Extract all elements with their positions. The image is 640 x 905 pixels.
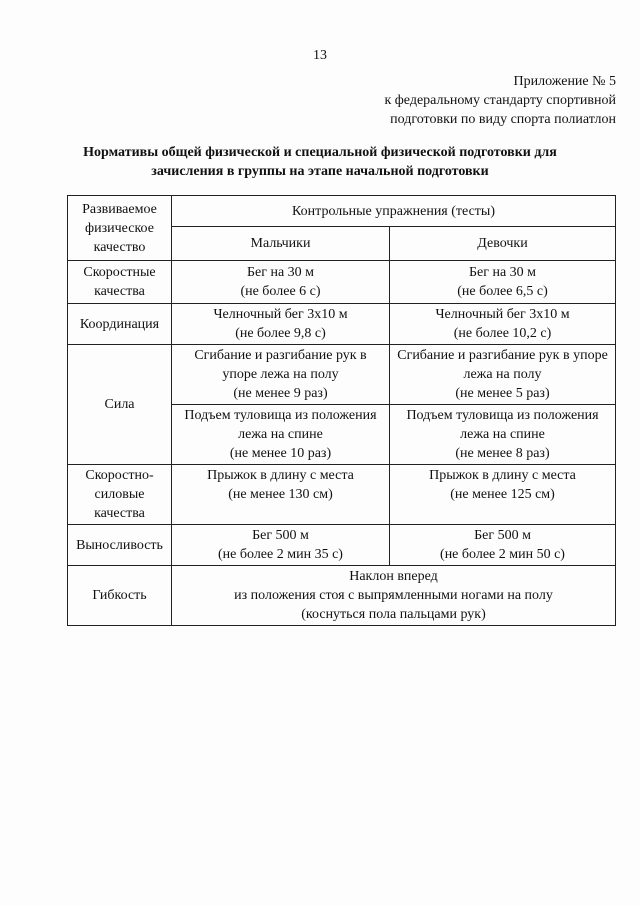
cell-line: (не менее 10 раз)	[229, 446, 332, 461]
quality-cell	[68, 345, 172, 465]
cell-line: (не более 6 с)	[240, 284, 321, 299]
header-exercises: Контрольные упражнения (тесты)	[172, 196, 616, 227]
cell-line: Выносливость	[76, 537, 163, 553]
appendix-line: Приложение № 5	[513, 74, 616, 89]
cell-line: Челночный бег 3х10 м	[213, 307, 348, 322]
cell-line: качества	[94, 284, 145, 299]
table-row	[68, 525, 616, 566]
girls-cell	[390, 465, 616, 525]
quality-cell	[68, 465, 172, 525]
quality-cell	[68, 525, 172, 566]
cell-line: (не менее 130 см)	[228, 487, 333, 502]
table-row	[68, 345, 616, 405]
boys-cell	[172, 525, 390, 566]
girls-cell	[390, 261, 616, 304]
cell-line: (не более 2 мин 50 с)	[440, 547, 565, 562]
cell-line: Подъем туловища из положения	[406, 408, 599, 423]
cell-line: лежа на спине	[238, 427, 323, 442]
cell-line: (не менее 8 раз)	[455, 446, 550, 461]
cell-line: (не менее 9 раз)	[233, 386, 328, 401]
girls-cell	[390, 345, 616, 405]
cell-line: Бег на 30 м	[246, 265, 315, 280]
norms-table	[67, 195, 616, 626]
cell-line: Сила	[104, 397, 135, 412]
cell-line: качество	[93, 239, 146, 255]
girls-cell	[390, 525, 616, 566]
cell-line: Скоростные	[83, 265, 156, 280]
header-girls: Девочки	[390, 227, 616, 261]
cell-line: упоре лежа на полу	[222, 367, 339, 382]
boys-cell	[172, 345, 390, 405]
cell-line: Бег 500 м	[474, 528, 531, 543]
cell-line: Сгибание и разгибание рук в упоре	[397, 348, 608, 363]
cell-line: качества	[94, 506, 145, 521]
cell-line: (не более 2 мин 35 с)	[218, 547, 343, 562]
cell-line: силовые	[94, 487, 145, 502]
boys-cell	[172, 304, 390, 345]
cell-line: (не более 6,5 с)	[457, 284, 548, 299]
table-row	[68, 261, 616, 304]
header-boys: Мальчики	[172, 227, 390, 261]
cell-line: Развиваемое	[82, 201, 157, 217]
cell-line: Челночный бег 3х10 м	[435, 307, 570, 322]
table-row	[68, 566, 616, 626]
boys-cell	[172, 261, 390, 304]
title-line: Нормативы общей физической и специальной физической подготовки для	[83, 145, 557, 160]
cell-line: Подъем туловища из положения	[184, 408, 377, 423]
cell-line: физическое	[85, 220, 154, 236]
cell-line: Бег на 30 м	[468, 265, 537, 280]
quality-cell	[68, 261, 172, 304]
boys-cell	[172, 465, 390, 525]
appendix-header	[384, 72, 616, 129]
quality-cell	[68, 304, 172, 345]
table-row	[68, 304, 616, 345]
quality-cell	[68, 566, 172, 626]
table-row	[68, 465, 616, 525]
both-cell	[172, 566, 616, 626]
cell-line: лежа на полу	[463, 367, 542, 382]
table-header-row	[68, 196, 616, 227]
document-title	[40, 143, 600, 181]
cell-line: Сгибание и разгибание рук в	[194, 348, 367, 363]
header-quality	[68, 196, 172, 261]
cell-line: (не менее 5 раз)	[455, 386, 550, 401]
cell-line: Прыжок в длину с места	[207, 468, 354, 483]
girls-cell	[390, 304, 616, 345]
cell-line: (коснуться пола пальцами рук)	[301, 607, 486, 622]
cell-line: из положения стоя с выпрямленными ногами на полу	[234, 588, 553, 603]
appendix-line: подготовки по виду спорта полиатлон	[390, 112, 616, 127]
cell-line: (не менее 125 см)	[450, 487, 555, 502]
page-number: 13	[313, 48, 327, 63]
cell-line: (не более 10,2 с)	[453, 326, 552, 341]
cell-line: Бег 500 м	[252, 528, 309, 543]
cell-line: Координация	[79, 316, 160, 332]
cell-line: Наклон вперед	[349, 569, 438, 584]
appendix-line: к федеральному стандарту спортивной	[384, 93, 616, 108]
cell-line: Скоростно-	[85, 468, 154, 483]
cell-line: Прыжок в длину с места	[429, 468, 576, 483]
boys-cell	[172, 405, 390, 465]
cell-line: лежа на спине	[460, 427, 545, 442]
girls-cell	[390, 405, 616, 465]
cell-line: (не более 9,8 с)	[235, 326, 326, 341]
cell-line: Гибкость	[92, 588, 147, 603]
title-line: зачисления в группы на этапе начальной подготовки	[151, 164, 489, 179]
